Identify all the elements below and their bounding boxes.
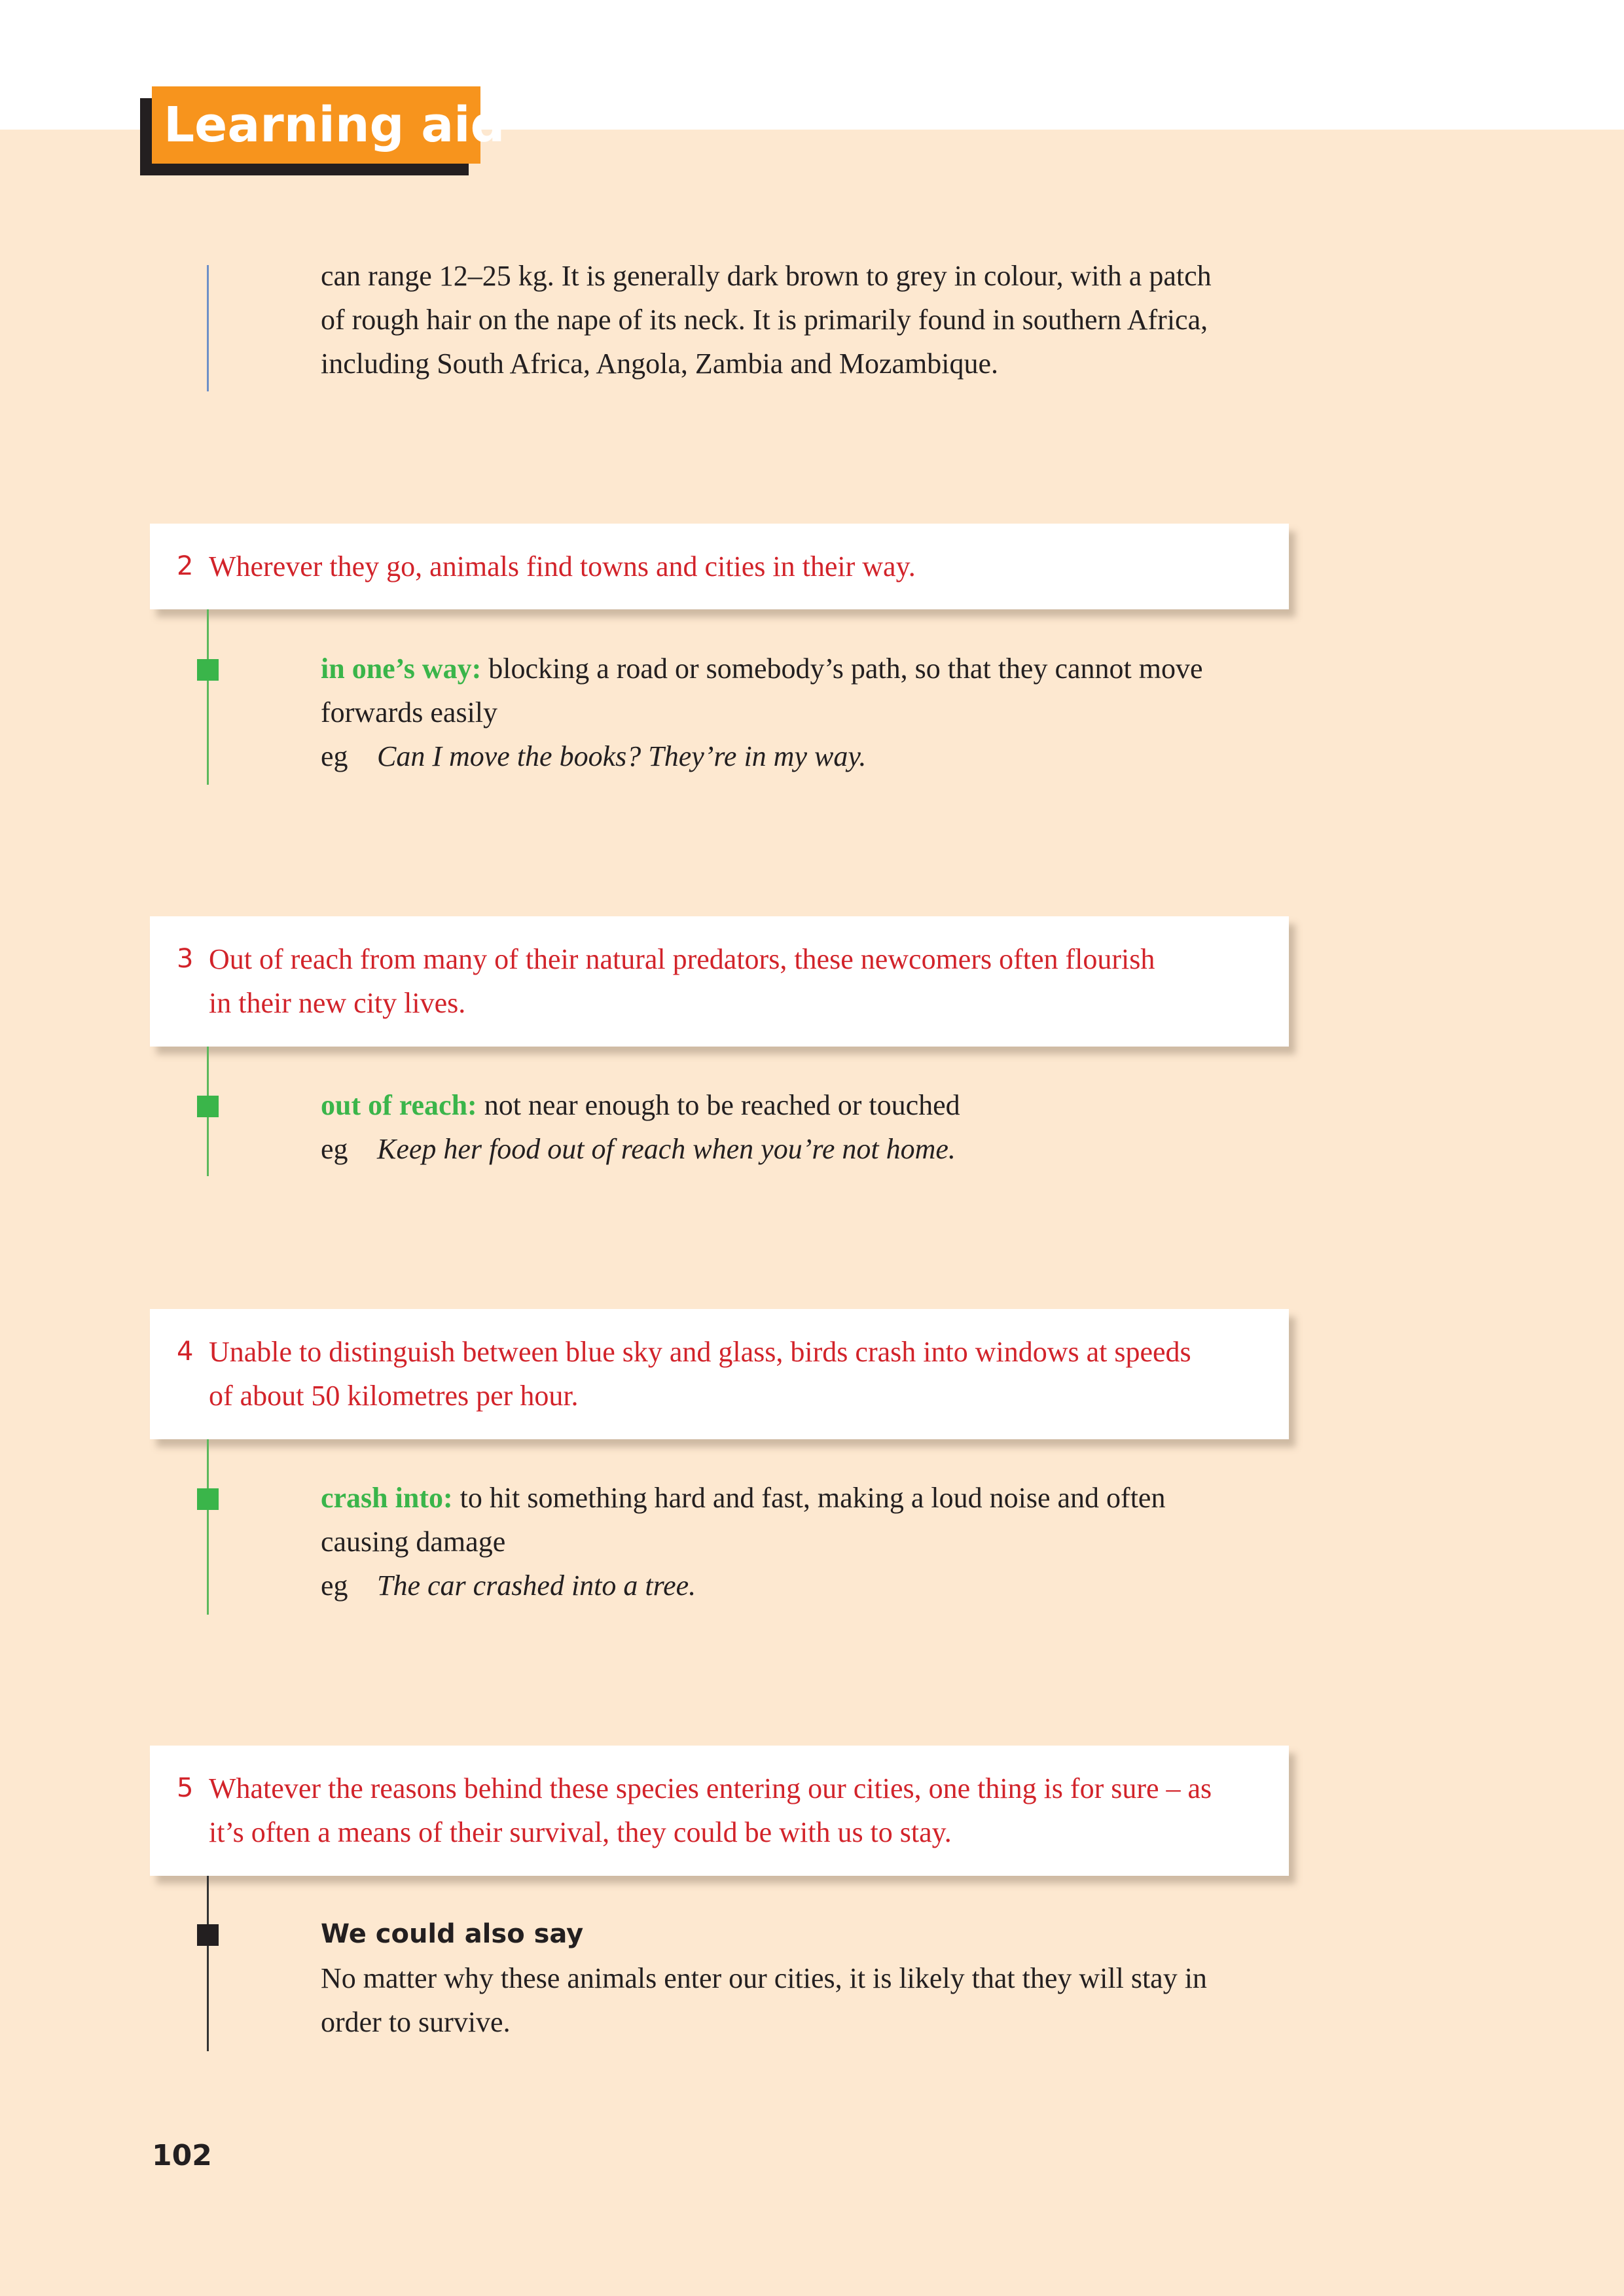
rephrase-bullet-square	[197, 1924, 219, 1946]
section-tag: Learning aid	[152, 86, 480, 164]
sentence-line: Whatever the reasons behind these species entering our cities, one thing is for sure – as	[209, 1772, 1212, 1804]
sentence-line: Unable to distinguish between blue sky and glass, birds crash into windows at speeds	[209, 1336, 1191, 1368]
vocab-definition-continued: forwards easily	[321, 696, 498, 728]
vocab-definition-continued: causing damage	[321, 1526, 506, 1558]
rephrase-margin-line	[207, 1876, 209, 2051]
intro-line: of rough hair on the nape of its neck. It is primarily found in southern Africa,	[321, 304, 1208, 336]
vocab-entry-3	[321, 1083, 960, 1171]
sentence-line: it’s often a means of their survival, they could be with us to stay.	[209, 1816, 952, 1848]
vocab-definition: not near enough to be reached or touched	[484, 1089, 960, 1121]
sentence-number: 2	[177, 551, 194, 581]
sentence-box-5	[150, 1746, 1289, 1876]
vocab-margin-line	[207, 609, 209, 785]
page-number: 102	[152, 2139, 212, 2172]
sentence-number: 5	[177, 1773, 194, 1803]
sentence-line: of about 50 kilometres per hour.	[209, 1380, 579, 1412]
eg-label: eg	[321, 1133, 348, 1165]
rephrase-line: No matter why these animals enter our cities, it is likely that they will stay in	[321, 1962, 1207, 1994]
vocab-definition: to hit something hard and fast, making a loud noise and often	[460, 1482, 1166, 1514]
sentence-box-2	[150, 524, 1289, 609]
vocab-term: crash into:	[321, 1482, 453, 1514]
sentence-text	[209, 545, 1256, 588]
vocab-example: The car crashed into a tree.	[377, 1570, 696, 1602]
sentence-number: 3	[177, 944, 194, 974]
rephrase-heading: We could also say	[321, 1919, 584, 1949]
vocab-example: Can I move the books? They’re in my way.	[377, 740, 867, 772]
vocab-entry-4	[321, 1476, 1165, 1607]
intro-line: including South Africa, Angola, Zambia and Mozambique.	[321, 348, 999, 380]
sentence-line: in their new city lives.	[209, 987, 466, 1019]
vocab-entry-2	[321, 647, 1202, 778]
intro-paragraph	[321, 254, 1212, 386]
rephrase-line: order to survive.	[321, 2006, 511, 2038]
vocab-margin-line	[207, 1439, 209, 1615]
vocab-definition: blocking a road or somebody’s path, so that they cannot move	[488, 653, 1203, 685]
sentence-text	[209, 1767, 1256, 1854]
sentence-box-4	[150, 1309, 1289, 1439]
sentence-line: Out of reach from many of their natural predators, these newcomers often flourish	[209, 943, 1155, 975]
vocab-bullet-square	[197, 1488, 219, 1510]
sentence-box-3	[150, 916, 1289, 1047]
sentence-line: Wherever they go, animals find towns and cities in their way.	[209, 550, 916, 583]
intro-line: can range 12–25 kg. It is generally dark brown to grey in colour, with a patch	[321, 260, 1212, 292]
vocab-example: Keep her food out of reach when you’re not home.	[377, 1133, 956, 1165]
vocab-bullet-square	[197, 659, 219, 681]
vocab-term: in one’s way:	[321, 653, 482, 685]
eg-label: eg	[321, 1570, 348, 1602]
sentence-text	[209, 937, 1256, 1025]
vocab-bullet-square	[197, 1096, 219, 1117]
rephrase-entry-5	[321, 1912, 1207, 2044]
sentence-text	[209, 1330, 1256, 1418]
vocab-term: out of reach:	[321, 1089, 477, 1121]
eg-label: eg	[321, 740, 348, 772]
intro-margin-line	[207, 265, 209, 391]
sentence-number: 4	[177, 1336, 194, 1367]
